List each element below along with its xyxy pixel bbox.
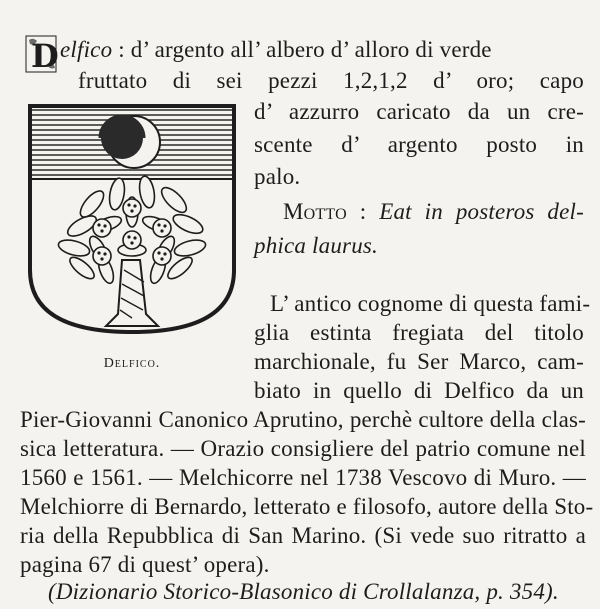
svg-text:D: D — [31, 37, 59, 74]
motto-label: Motto — [283, 199, 347, 224]
decorated-initial-letter — [25, 34, 59, 74]
motto-line-1: Motto : Eat in posteros del- — [283, 199, 584, 224]
motto-text: Eat in posteros del- — [379, 199, 584, 224]
body-line-9: ria della Repubblica di San Marino. (Si vede suo ritratto a — [20, 523, 586, 548]
laurel-tree-trunk — [106, 260, 158, 326]
body-line-2: glia estinta fregiata del titolo — [254, 320, 584, 345]
body-line-5: Pier-Giovanni Canonico Aprutino, perchè cultore della clas- — [20, 407, 586, 432]
citation: (Dizionario Storico-Blasonico di Crollalanza, p. 354). — [48, 579, 559, 604]
body-line-3: marchionale, fu Ser Marco, cam- — [254, 349, 584, 374]
body-line-1: L’ antico cognome di questa fami- — [270, 291, 591, 316]
coat-of-arms-shield — [22, 100, 242, 340]
blazon-line-2: fruttato di sei pezzi 1,2,1,2 d’ oro; capo — [78, 68, 584, 93]
motto-line-2: phica laurus. — [254, 233, 378, 258]
body-line-4: biato in quello di Delfico da un — [254, 378, 584, 403]
body-line-7: 1560 e 1561. — Melchicorre nel 1738 Vescovo di Muro. — — [20, 465, 586, 490]
body-line-10: pagina 67 di quest’ opera). — [20, 552, 270, 577]
body-line-8: Melchiorre di Bernardo, letterato e filosofo, autore della Sto- — [20, 494, 594, 519]
blazon-line-4: scente d’ argento posto in — [254, 132, 584, 157]
blazon-line-1: elfico : d’ argento all’ albero d’ alloro di verde — [60, 37, 492, 62]
shield-caption: Delfico. — [103, 356, 161, 371]
family-name-rest: elfico — [60, 37, 113, 62]
blazon-line-5: palo. — [254, 164, 301, 189]
blazon-line-3: d’ azzurro caricato da un cre- — [254, 99, 584, 124]
body-line-6: sica letteratura. — Orazio consigliere del patrio comune nel — [20, 436, 586, 461]
